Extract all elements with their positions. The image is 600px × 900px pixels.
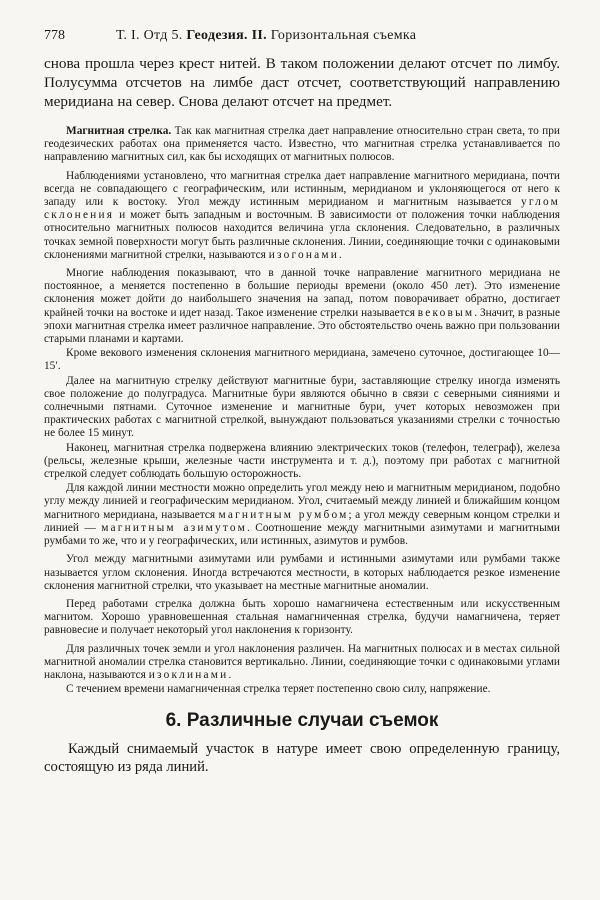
running-title-bold: Геодезия. II. [186, 28, 267, 43]
paragraph-currents: Наконец, магнитная стрелка подвержена влиянию электрических токов (телефон, телеграф), железа (рельсы, железные крыши, железные части инструмента и т. д.), поэтому при работах с магнитной стрелкой следует соблюдать большую осторожность. [44, 441, 560, 481]
running-title-prefix: Т. I. Отд 5. [116, 28, 183, 43]
paragraph-storms: Далее на магнитную стрелку действуют магнитные бури, заставляющие стрелку иногда изменять свое положение до полуградуса. Магнитные бури являются обычно в связи с северными сияниями и солнечными пятнами. Суточное изменение и магнитные бури, учет которых невозможен при практических работах с магнитной стрелкой, вынуждают пользоваться указаниями стрелки с точностью не более 15 минут. [44, 374, 560, 440]
small-print-block [44, 125, 560, 696]
paragraph-magnetic-needle: Магнитная стрелка. Так как магнитная стрелка дает направление относительно стран света, то при геодезических работах она применяется часто. Известно, что магнитная стрелка устанавливается по направлению магнитных сил, как бы исходящих от магнитных полюсов. [44, 125, 560, 164]
term-magnetic-rhumb: магнитным румбом [218, 508, 349, 521]
paragraph-secular: Многие наблюдения показывают, что в данной точке направление магнитного меридиана не постоянное, а меняется постепенно в большие периоды времени (около 450 лет). Это изменение склонения может дойти до наибольшего значения на запад, потом поворачивает обратно, достигает крайней точки на востоке и идет назад. Такое изменение стрелки называется вековым. Значит, в разные эпохи магнитная стрелка имеет различное направление. Это обстоятельство очень важно при пользовании старыми планами и картами. [44, 267, 560, 346]
paragraph-daily: Кроме векового изменения склонения магнитного меридиана, замечено суточное, достигающее 10—15′. [44, 347, 560, 373]
running-title-rest: Горизонтальная съемка [270, 28, 417, 43]
term-secular: вековым [417, 306, 475, 319]
paragraph-inclination: Для различных точек земли и угол наклонения различен. На магнитных полюсах и в местах сильной магнитной аномалии стрелка становится вертикально. Линии, соединяющие точки с одинаковыми углами наклона, называются изоклинами. [44, 642, 560, 681]
running-title [116, 28, 560, 44]
term-magnetic-azimuth: магнитным азимутом [101, 521, 247, 534]
paragraph-weakening: С течением времени намагниченная стрелка теряет постепенно свою силу, напряжение. [66, 683, 491, 696]
paragraph-lead-term: Магнитная стрелка. [66, 125, 172, 137]
paragraph-declination: Наблюдениями установлено, что магнитная стрелка дает направление магнитного меридиана, почти всегда не совпадающего с географическим, или истинным, меридианом и уклоняющегося от него к западу или к востоку. Угол между истинным меридианом и магнитным называется углом склонения и может быть западным и восточным. В зависимости от положения точки наблюдения относительно магнитных полюсов находится величина угла склонения. Следовательно, в различных точках земной поверхности могут быть различные склонения. Линии, соединяющие точки с одинаковыми склонениями магнитной стрелки, называются изогонами. [44, 169, 560, 261]
page-number: 778 [44, 28, 65, 43]
term-declination-angle: углом склонения [44, 196, 560, 222]
term-isoclines: изоклинами [148, 668, 229, 681]
section-heading: 6. Различные случаи съемок [165, 710, 439, 732]
paragraph-anomalies: Угол между магнитными азимутами или румбами и истинными азимутами или румбами также называется углом склонения. Иногда встречаются местности, в которых наблюдается резкое изменение склонения магнитной стрелки, что указывает на местные магнитные аномалии. [44, 553, 560, 592]
final-paragraph: Каждый снимаемый участок в натуре имеет свою определенную границу, состоящую из ряда линий. [44, 741, 560, 776]
paragraph-magnetization: Перед работами стрелка должна быть хорошо намагничена естественным или искусственным магнитом. Хорошо уравновешенная стальная намагниченная стрелка, будучи намагничена, теряет равновесие и получает некоторый угол наклонения к горизонту. [44, 597, 560, 637]
intro-paragraph: снова прошла через крест нитей. В таком положении делают отсчет по лимбу. Полусумма отсчетов на лимбе даст отсчет, соответствующий направлению меридиана на север. Снова делают отсчет на предмет. [44, 55, 560, 110]
paragraph-rhumb: Для каждой линии местности можно определить угол между нею и магнитным меридианом, подобно углу между линией и географическим меридианом. Угол, считаемый между линией и ближайшим концом магнитного меридиана, называется магнитным румбом; а угол между северным концом стрелки и линией — магнитным азимутом. Соотношение между магнитными азимутами и магнитными румбами то же, что и у географических, или истинных, азимутов и румбов. [44, 482, 560, 548]
term-isogons: изогонами [268, 248, 340, 261]
page-header [44, 28, 560, 44]
